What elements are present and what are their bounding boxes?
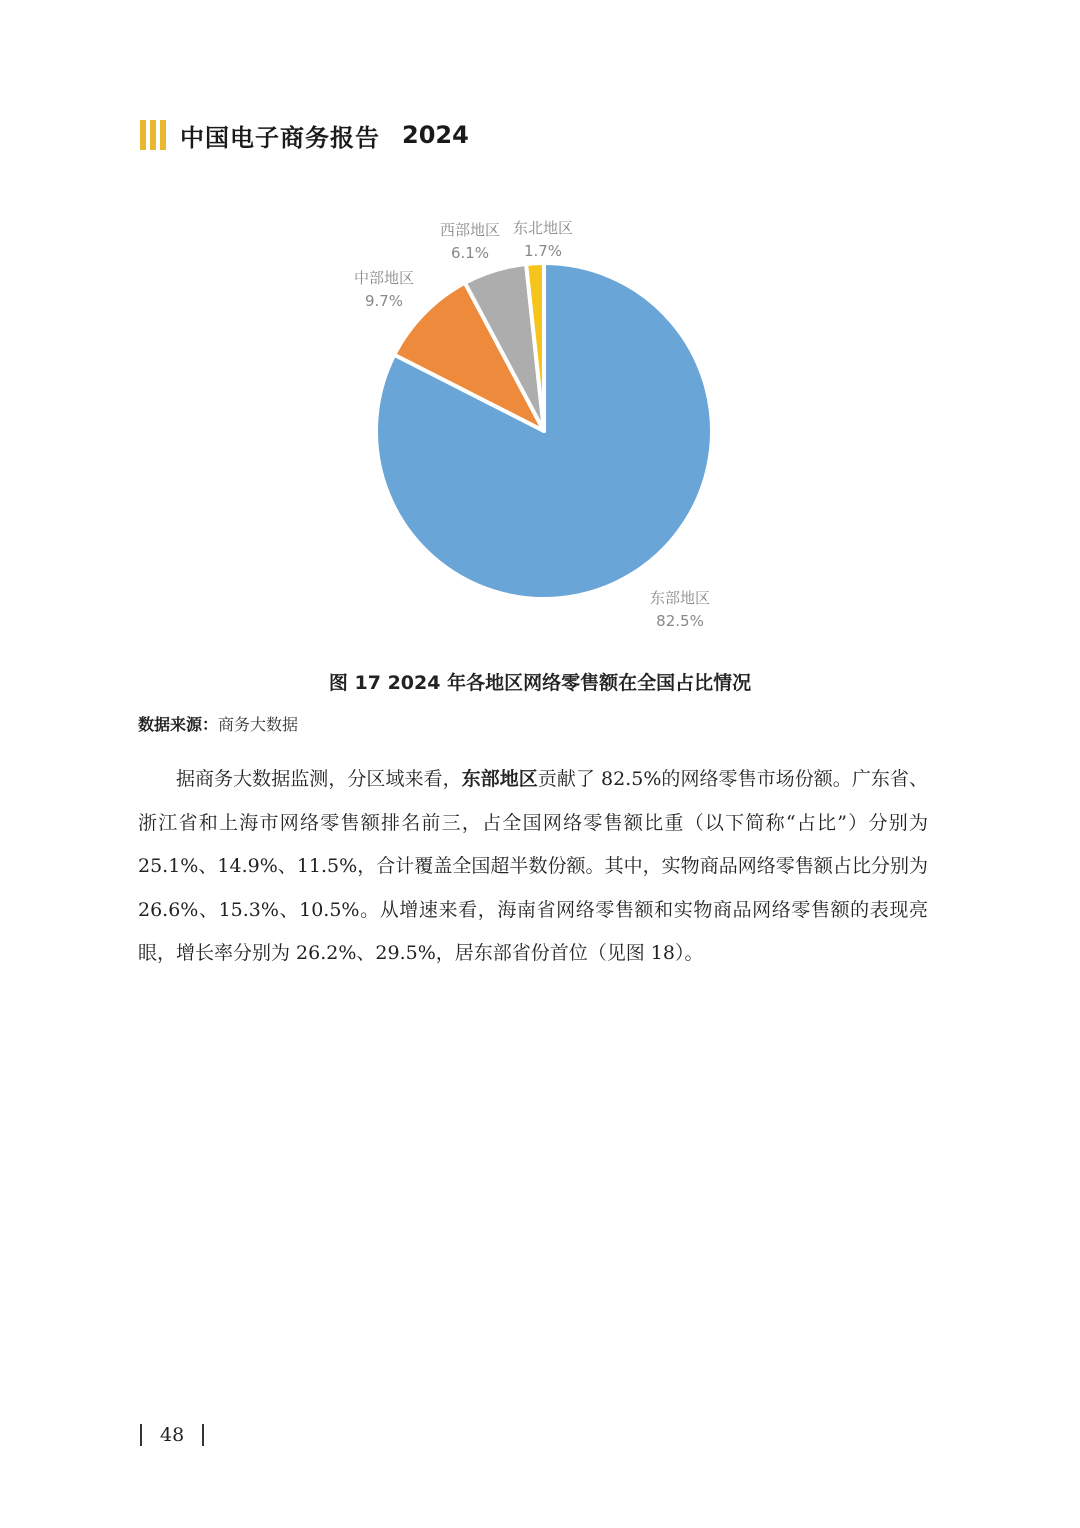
report-title: 中国电子商务报告 — [180, 123, 380, 152]
source-label: 数据来源： — [138, 715, 219, 734]
page-number: 48 — [160, 1424, 185, 1446]
slice-value-label: 6.1% — [450, 244, 490, 262]
body-paragraph — [138, 758, 928, 976]
slice-name-label: 中部地区 — [353, 269, 415, 287]
pie-chart — [330, 205, 750, 645]
page-footer — [140, 1420, 204, 1450]
slice-value-label: 1.7% — [523, 242, 563, 260]
report-year: 2024 — [402, 121, 469, 149]
source-value: 商务大数据 — [218, 715, 299, 734]
slice-value-label: 9.7% — [364, 292, 404, 310]
slice-value-label: 82.5% — [656, 612, 704, 630]
body-part-2: 贡献了 82.5%的网络零售市场份额。广东省、浙江省和上海市网络零售额排名前三，占全国网络零售额比重（以下简称“占比”）分别为 25.1%、14.9%、11.5%，合计覆盖全国超半数份额。其中，实物商品网络零售额占比分别为 26.6%、15.3%、10.5%。从增速来看，海南省网络零售额和实物商品网络零售额的表现亮眼，增长率分别为 26.2%、29.5%，居东部省份首位（见图 18）。 — [138, 768, 928, 964]
data-source — [138, 712, 298, 735]
body-part-1: 据商务大数据监测，分区域来看， — [176, 768, 462, 790]
footer-divider-right — [202, 1424, 204, 1446]
footer-divider-left — [140, 1424, 142, 1446]
slice-name-label: 东部地区 — [649, 589, 711, 607]
body-bold: 东部地区 — [461, 768, 538, 790]
slice-name-label: 东北地区 — [512, 219, 574, 237]
report-header — [140, 118, 469, 152]
slice-name-label: 西部地区 — [439, 221, 501, 239]
header-bars-icon — [140, 120, 166, 150]
figure-caption: 图 17 2024 年各地区网络零售额在全国占比情况 — [328, 672, 752, 694]
